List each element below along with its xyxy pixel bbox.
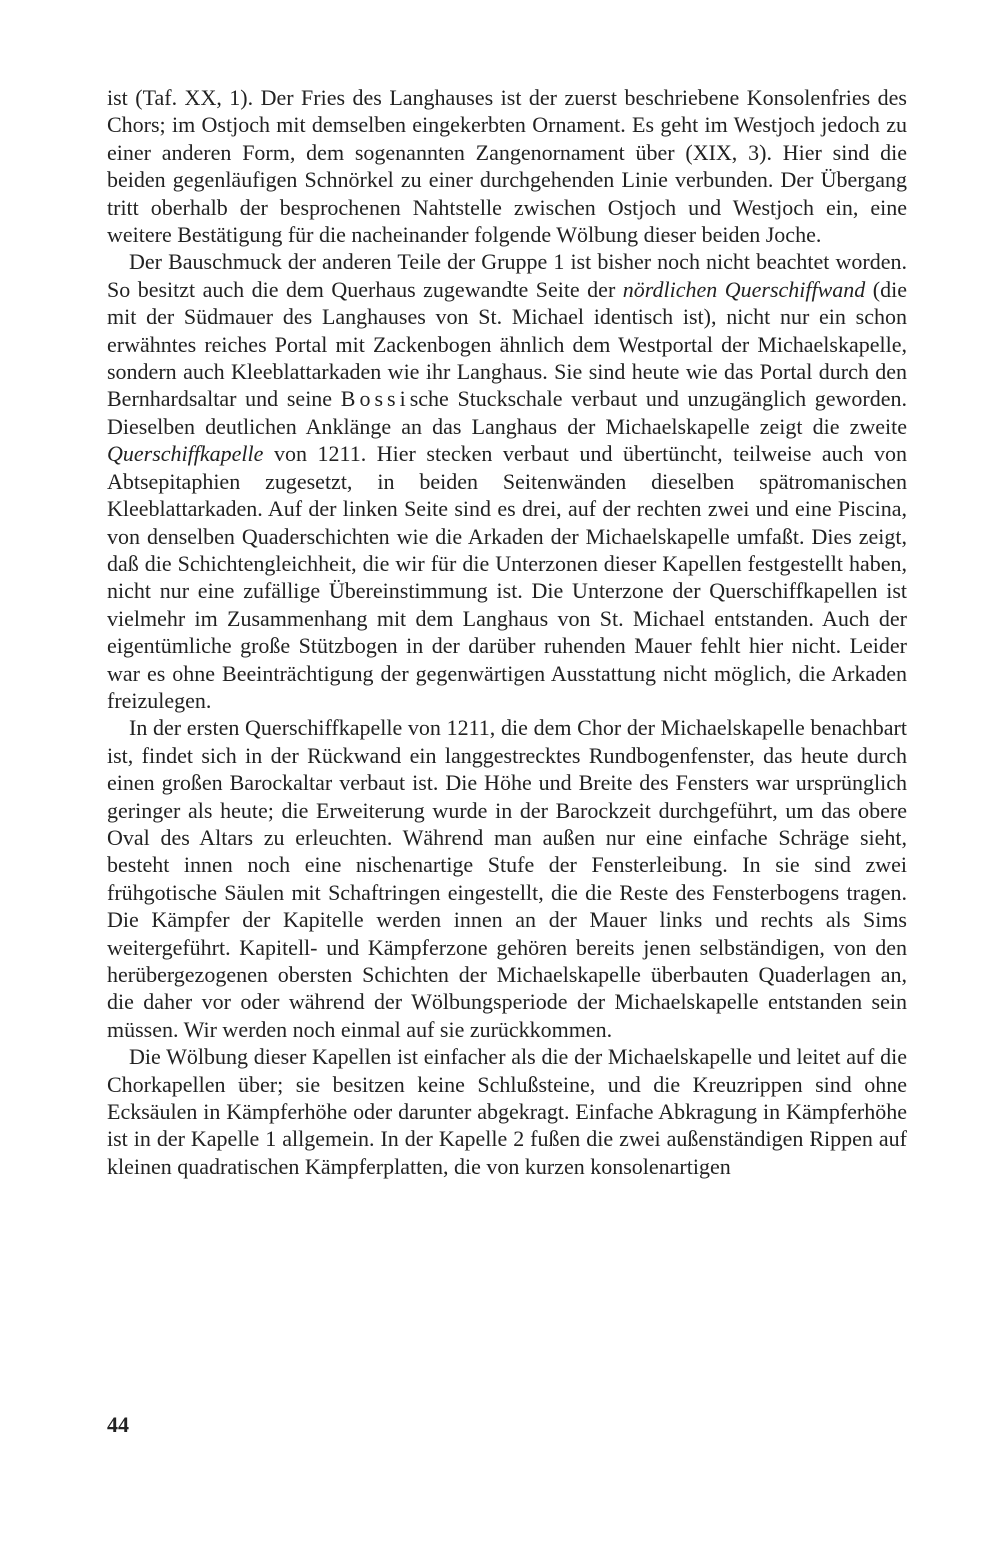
italic-term-querschiffkapelle: Querschiffkapelle xyxy=(107,441,264,467)
page-number: 44 xyxy=(107,1412,129,1437)
paragraph-2-text-d: von 1211. Hier stecken verbaut und übertüncht, teilweise auch von Abtsepitaphien zugesetzt, in beiden Seitenwänden dieselben spätromanischen Kleeblattarkaden. Auf der linken Seite sind es drei, auf der rechten zwei und eine Piscina, von denselben Quaderschichten wie die Arkaden der Michaelskapelle umfaßt. Dies zeigt, daß die Schichtengleichheit, die wir für die Unterzonen dieser Kapellen festgestellt haben, nicht nur eine zufällige Übereinstimmung ist. Die Unterzone der Querschiffkapellen ist vielmehr im Zusammenhang mit dem Langhaus von St. Michael entstanden. Auch der eigentümliche große Stützbogen in der darüber ruhenden Mauer fehlt hier nicht. Leider war es ohne Beeinträchtigung der gegenwärtigen Ausstattung nicht möglich, die Arkaden freizulegen. xyxy=(107,441,907,713)
paragraph-2 xyxy=(107,248,907,714)
paragraph-1-text: ist (Taf. XX, 1). Der Fries des Langhauses ist der zuerst beschriebene Konsolenfries des Chors; im Ostjoch mit demselben eingekerbten Ornament. Es geht im Westjoch jedoch zu einer anderen Form, dem sogenannten Zangenornament über (XIX, 3). Hier sind die beiden gegenläufigen Schnörkel zu einer durchgehenden Linie verbunden. Der Übergang tritt oberhalb der besprochenen Nahtstelle zwischen Ostjoch und Westjoch ein, eine weitere Bestätigung für die nacheinander folgende Wölbung dieser beiden Joche. xyxy=(107,85,907,248)
paragraph-2-text-c: sche Stuckschale verbaut und unzugänglich geworden. Dieselben deutlichen Anklänge an das Langhaus der Michaelskapelle zeigt die zweite xyxy=(107,386,908,439)
paragraph-4 xyxy=(107,1043,907,1180)
paragraph-2-text-a: Der Bauschmuck der anderen Teile der Gruppe 1 ist bisher noch nicht beachtet worden. So besitzt auch die dem Querhaus zugewandte Seite der xyxy=(107,249,907,302)
paragraph-3 xyxy=(107,714,907,1043)
spaced-name-bossi: Bossi xyxy=(340,386,410,412)
paragraph-4-text: Die Wölbung dieser Kapellen ist einfacher als die der Michaelskapelle und leitet auf die Chorkapellen über; sie besitzen keine Schlußsteine, und die Kreuzrippen sind ohne Ecksäulen in Kämpferhöhe oder darunter abgekragt. Einfache Abkragung in Kämpferhöhe ist in der Kapelle 1 allgemein. In der Kapelle 2 fußen die zwei außenständigen Rippen auf kleinen quadratischen Kämpferplatten, die von kurzen konsolenartigen xyxy=(107,1044,907,1179)
paragraph-1 xyxy=(107,84,907,248)
paragraph-3-text: In der ersten Querschiffkapelle von 1211, die dem Chor der Michaelskapelle benachbart ist, findet sich in der Rückwand ein langgestrecktes Rundbogenfenster, das heute durch einen großen Barockaltar verbaut ist. Die Höhe und Breite des Fensters war ursprünglich geringer als heute; die Erweiterung wurde in der Barockzeit durchgeführt, um das obere Oval des Altars zu erleuchten. Während man außen nur eine einfache Schräge sieht, besteht innen noch eine nischenartige Stufe der Fensterleibung. In sie sind zwei frühgotische Säulen mit Schaftringen eingestellt, die die Reste des Fensterbogens tragen. Die Kämpfer der Kapitelle werden innen an der Mauer links und rechts als Sims weitergeführt. Kapitell- und Kämpferzone gehören bereits jenen selbständigen, von den herübergezogenen obersten Schichten der Michaelskapelle überbauten Quaderlagen an, die daher vor oder während der Wölbungsperiode der Michaelskapelle entstanden sein müssen. Wir werden noch einmal auf sie zurückkommen. xyxy=(107,715,907,1042)
paragraph-2-text-b: (die mit der Südmauer des Langhauses von St. Michael identisch ist), nicht nur ein schon erwähntes reiches Portal mit Zackenbogen ähnlich dem Westportal der Michaelskapelle, sondern auch Kleeblattarkaden wie ihr Langhaus. Sie sind heute wie das Portal durch den Bernhardsaltar und seine xyxy=(107,276,908,412)
body-text xyxy=(107,84,907,1180)
italic-term-noerdliche-querschiffwand: nördlichen Querschiffwand xyxy=(622,276,866,302)
